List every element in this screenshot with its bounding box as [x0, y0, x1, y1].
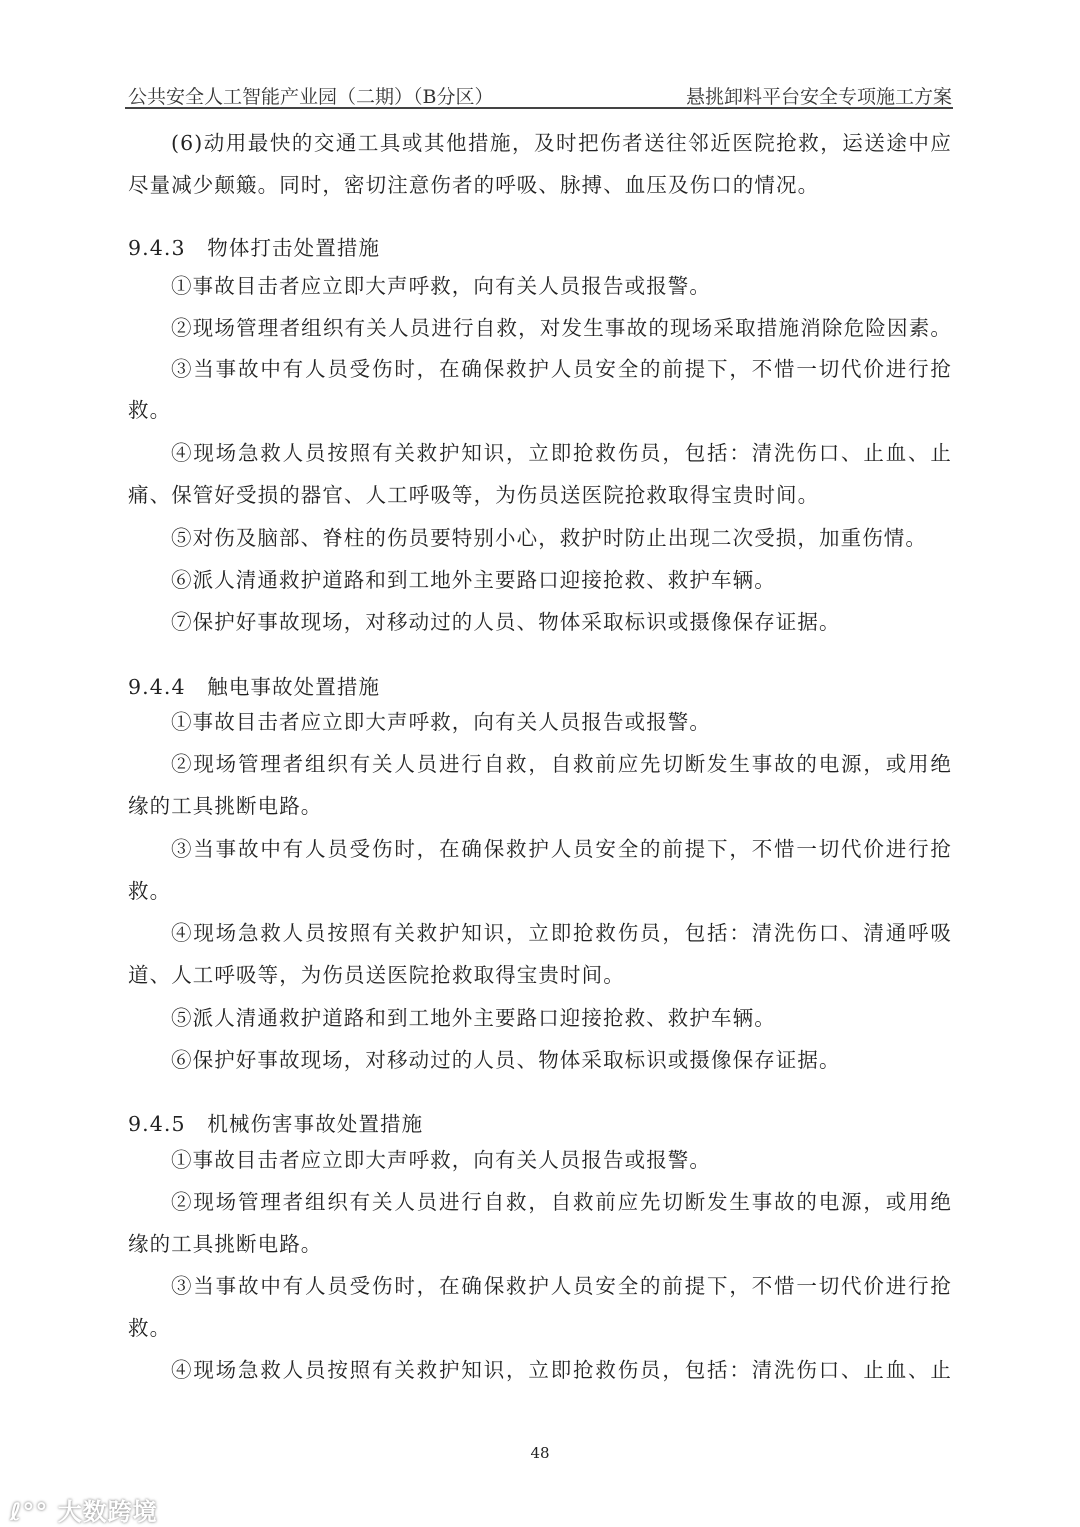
- text-line: ①事故目击者应立即大声呼救，向有关人员报告或报警。: [171, 710, 711, 734]
- text-line: ④现场急救人员按照有关救护知识，立即抢救伤员，包括：清洗伤口、止血、止: [171, 1358, 952, 1382]
- text-line: 救。: [128, 398, 172, 422]
- section-heading: 9.4.4 触电事故处置措施: [128, 675, 381, 699]
- text-line: ③当事故中有人员受伤时，在确保救护人员安全的前提下，不惜一切代价进行抢: [171, 837, 952, 861]
- text-line: ⑦保护好事故现场，对移动过的人员、物体采取标识或摄像保存证据。: [171, 610, 841, 634]
- section-heading: 9.4.3 物体打击处置措施: [128, 236, 381, 260]
- text-line: ②现场管理者组织有关人员进行自救，自救前应先切断发生事故的电源，或用绝: [171, 1190, 952, 1214]
- watermark-text: 大数跨境: [57, 1498, 158, 1526]
- text-line: ⑤派人清通救护道路和到工地外主要路口迎接抢救、救护车辆。: [171, 1006, 776, 1030]
- text-line: ①事故目击者应立即大声呼救，向有关人员报告或报警。: [171, 1148, 711, 1172]
- text-line: 道、人工呼吸等，为伤员送医院抢救取得宝贵时间。: [128, 963, 625, 987]
- watermark-logo: [10, 1492, 158, 1527]
- text-line: ②现场管理者组织有关人员进行自救，对发生事故的现场采取措施消除危险因素。: [171, 316, 952, 340]
- page-number: 48: [530, 1444, 550, 1462]
- text-line: ⑤对伤及脑部、脊柱的伤员要特别小心，救护时防止出现二次受损，加重伤情。: [171, 526, 927, 550]
- logo-icon: ℓ°°: [10, 1498, 49, 1526]
- text-line: ④现场急救人员按照有关救护知识，立即抢救伤员，包括：清洗伤口、止血、止: [171, 441, 952, 465]
- text-line: ①事故目击者应立即大声呼救，向有关人员报告或报警。: [171, 274, 711, 298]
- text-line: 救。: [128, 879, 172, 903]
- text-line: 缘的工具挑断电路。: [128, 794, 323, 818]
- text-line: (6)动用最快的交通工具或其他措施，及时把伤者送往邻近医院抢救，运送途中应: [171, 131, 952, 155]
- text-line: ③当事故中有人员受伤时，在确保救护人员安全的前提下，不惜一切代价进行抢: [171, 357, 952, 381]
- header-left-title: 公共安全人工智能产业园（二期）（B分区）: [128, 86, 494, 108]
- text-line: ⑥保护好事故现场，对移动过的人员、物体采取标识或摄像保存证据。: [171, 1048, 841, 1072]
- text-line: ②现场管理者组织有关人员进行自救，自救前应先切断发生事故的电源，或用绝: [171, 752, 952, 776]
- section-heading: 9.4.5 机械伤害事故处置措施: [128, 1112, 424, 1136]
- text-line: ④现场急救人员按照有关救护知识，立即抢救伤员，包括：清洗伤口、清通呼吸: [171, 921, 952, 945]
- text-line: 缘的工具挑断电路。: [128, 1232, 323, 1256]
- text-line: ③当事故中有人员受伤时，在确保救护人员安全的前提下，不惜一切代价进行抢: [171, 1274, 952, 1298]
- text-line: 尽量减少颠簸。同时，密切注意伤者的呼吸、脉搏、血压及伤口的情况。: [128, 173, 820, 197]
- text-line: ⑥派人清通救护道路和到工地外主要路口迎接抢救、救护车辆。: [171, 568, 776, 592]
- text-line: 痛、保管好受损的器官、人工呼吸等，为伤员送医院抢救取得宝贵时间。: [128, 483, 820, 507]
- header-right-title: 悬挑卸料平台安全专项施工方案: [685, 86, 952, 108]
- text-line: 救。: [128, 1316, 172, 1340]
- header-rule: [125, 107, 953, 109]
